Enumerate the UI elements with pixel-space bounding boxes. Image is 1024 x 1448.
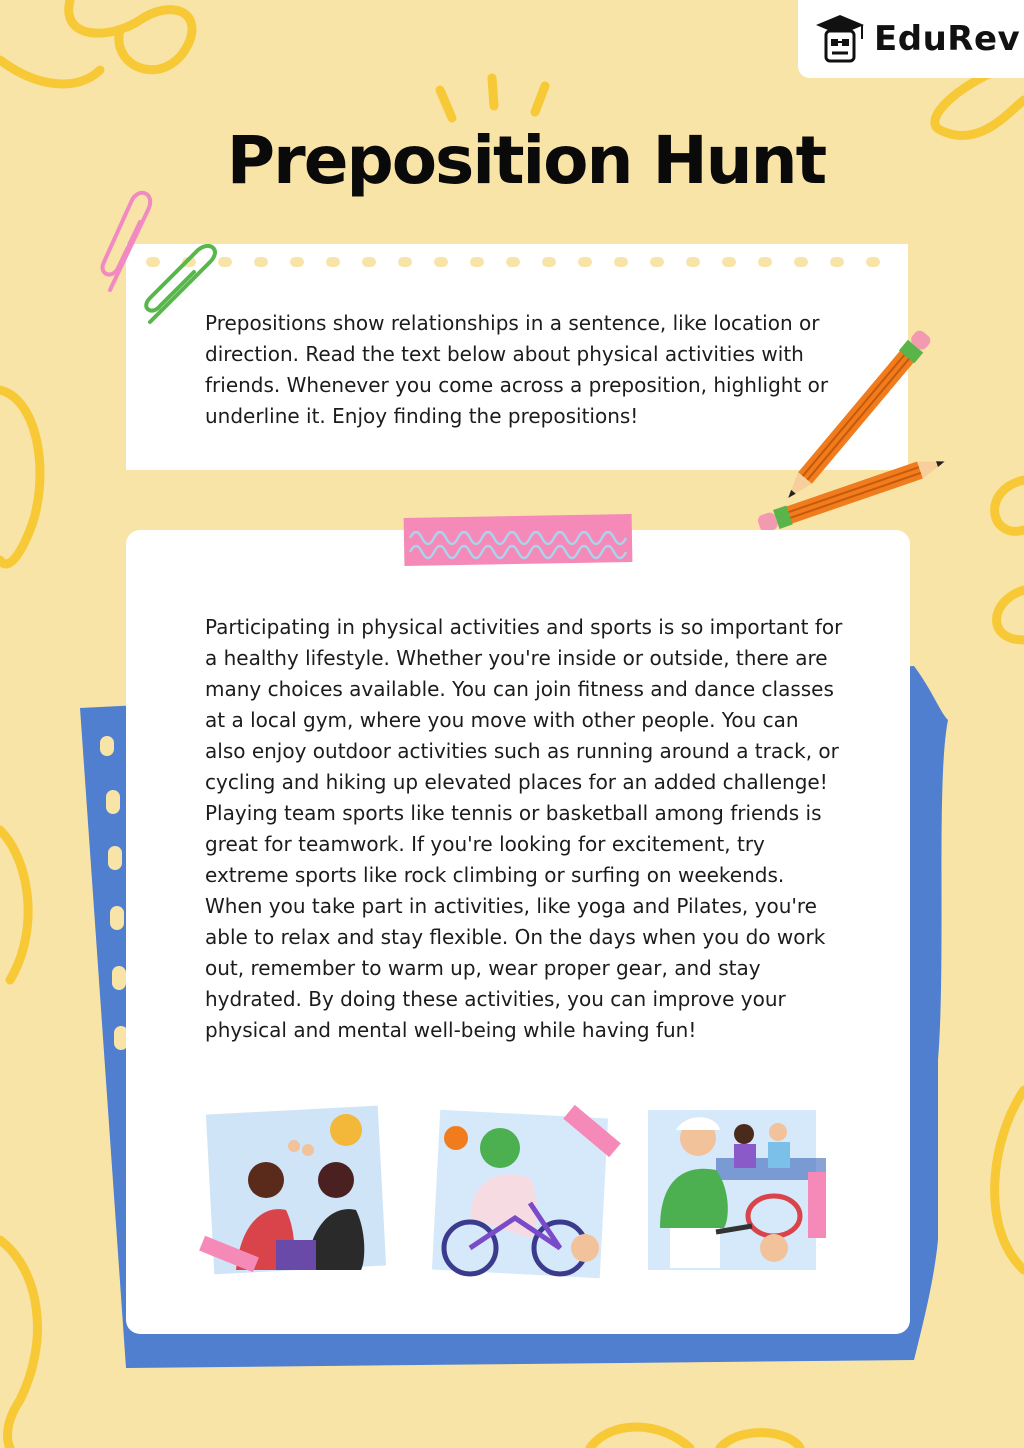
tennis-players-illustration: [646, 1108, 830, 1274]
page-title: Preposition Hunt: [226, 122, 826, 199]
brand-name: EduRev: [874, 19, 1021, 59]
dancing-friends-illustration: [196, 1100, 396, 1290]
washi-tape-decoration: [0, 0, 1024, 600]
reading-passage: Participating in physical activities and sports is so important for a healthy lifestyle. Whether you're inside or outside, there are many choices available. You can join fitness and dance classes at a local gym, where you move with other people. You can also enjoy outdoor activities such as running around a track, or cycling and hiking up elevated places for an added challenge! Playing team sports like tennis or basketball among friends is great for teamwork. If you're looking for excitement, try extreme sports like rock climbing or surfing on weekends. When you take part in activities, like yoga and Pilates, you're able to relax and stay flexible. On the days when you do work out, remember to warm up, wear proper gear, and stay hydrated. By doing these activities, you can improve your physical and mental well-being while having fun!: [205, 615, 843, 1042]
intro-instructions: Prepositions show relationships in a sentence, like location or direction. Read the text below about physical activities with friends. Whenever you come across a preposition, highlight or underline it. Enjoy finding the prepositions!: [205, 311, 829, 428]
cycling-friends-illustration: [420, 1098, 630, 1288]
